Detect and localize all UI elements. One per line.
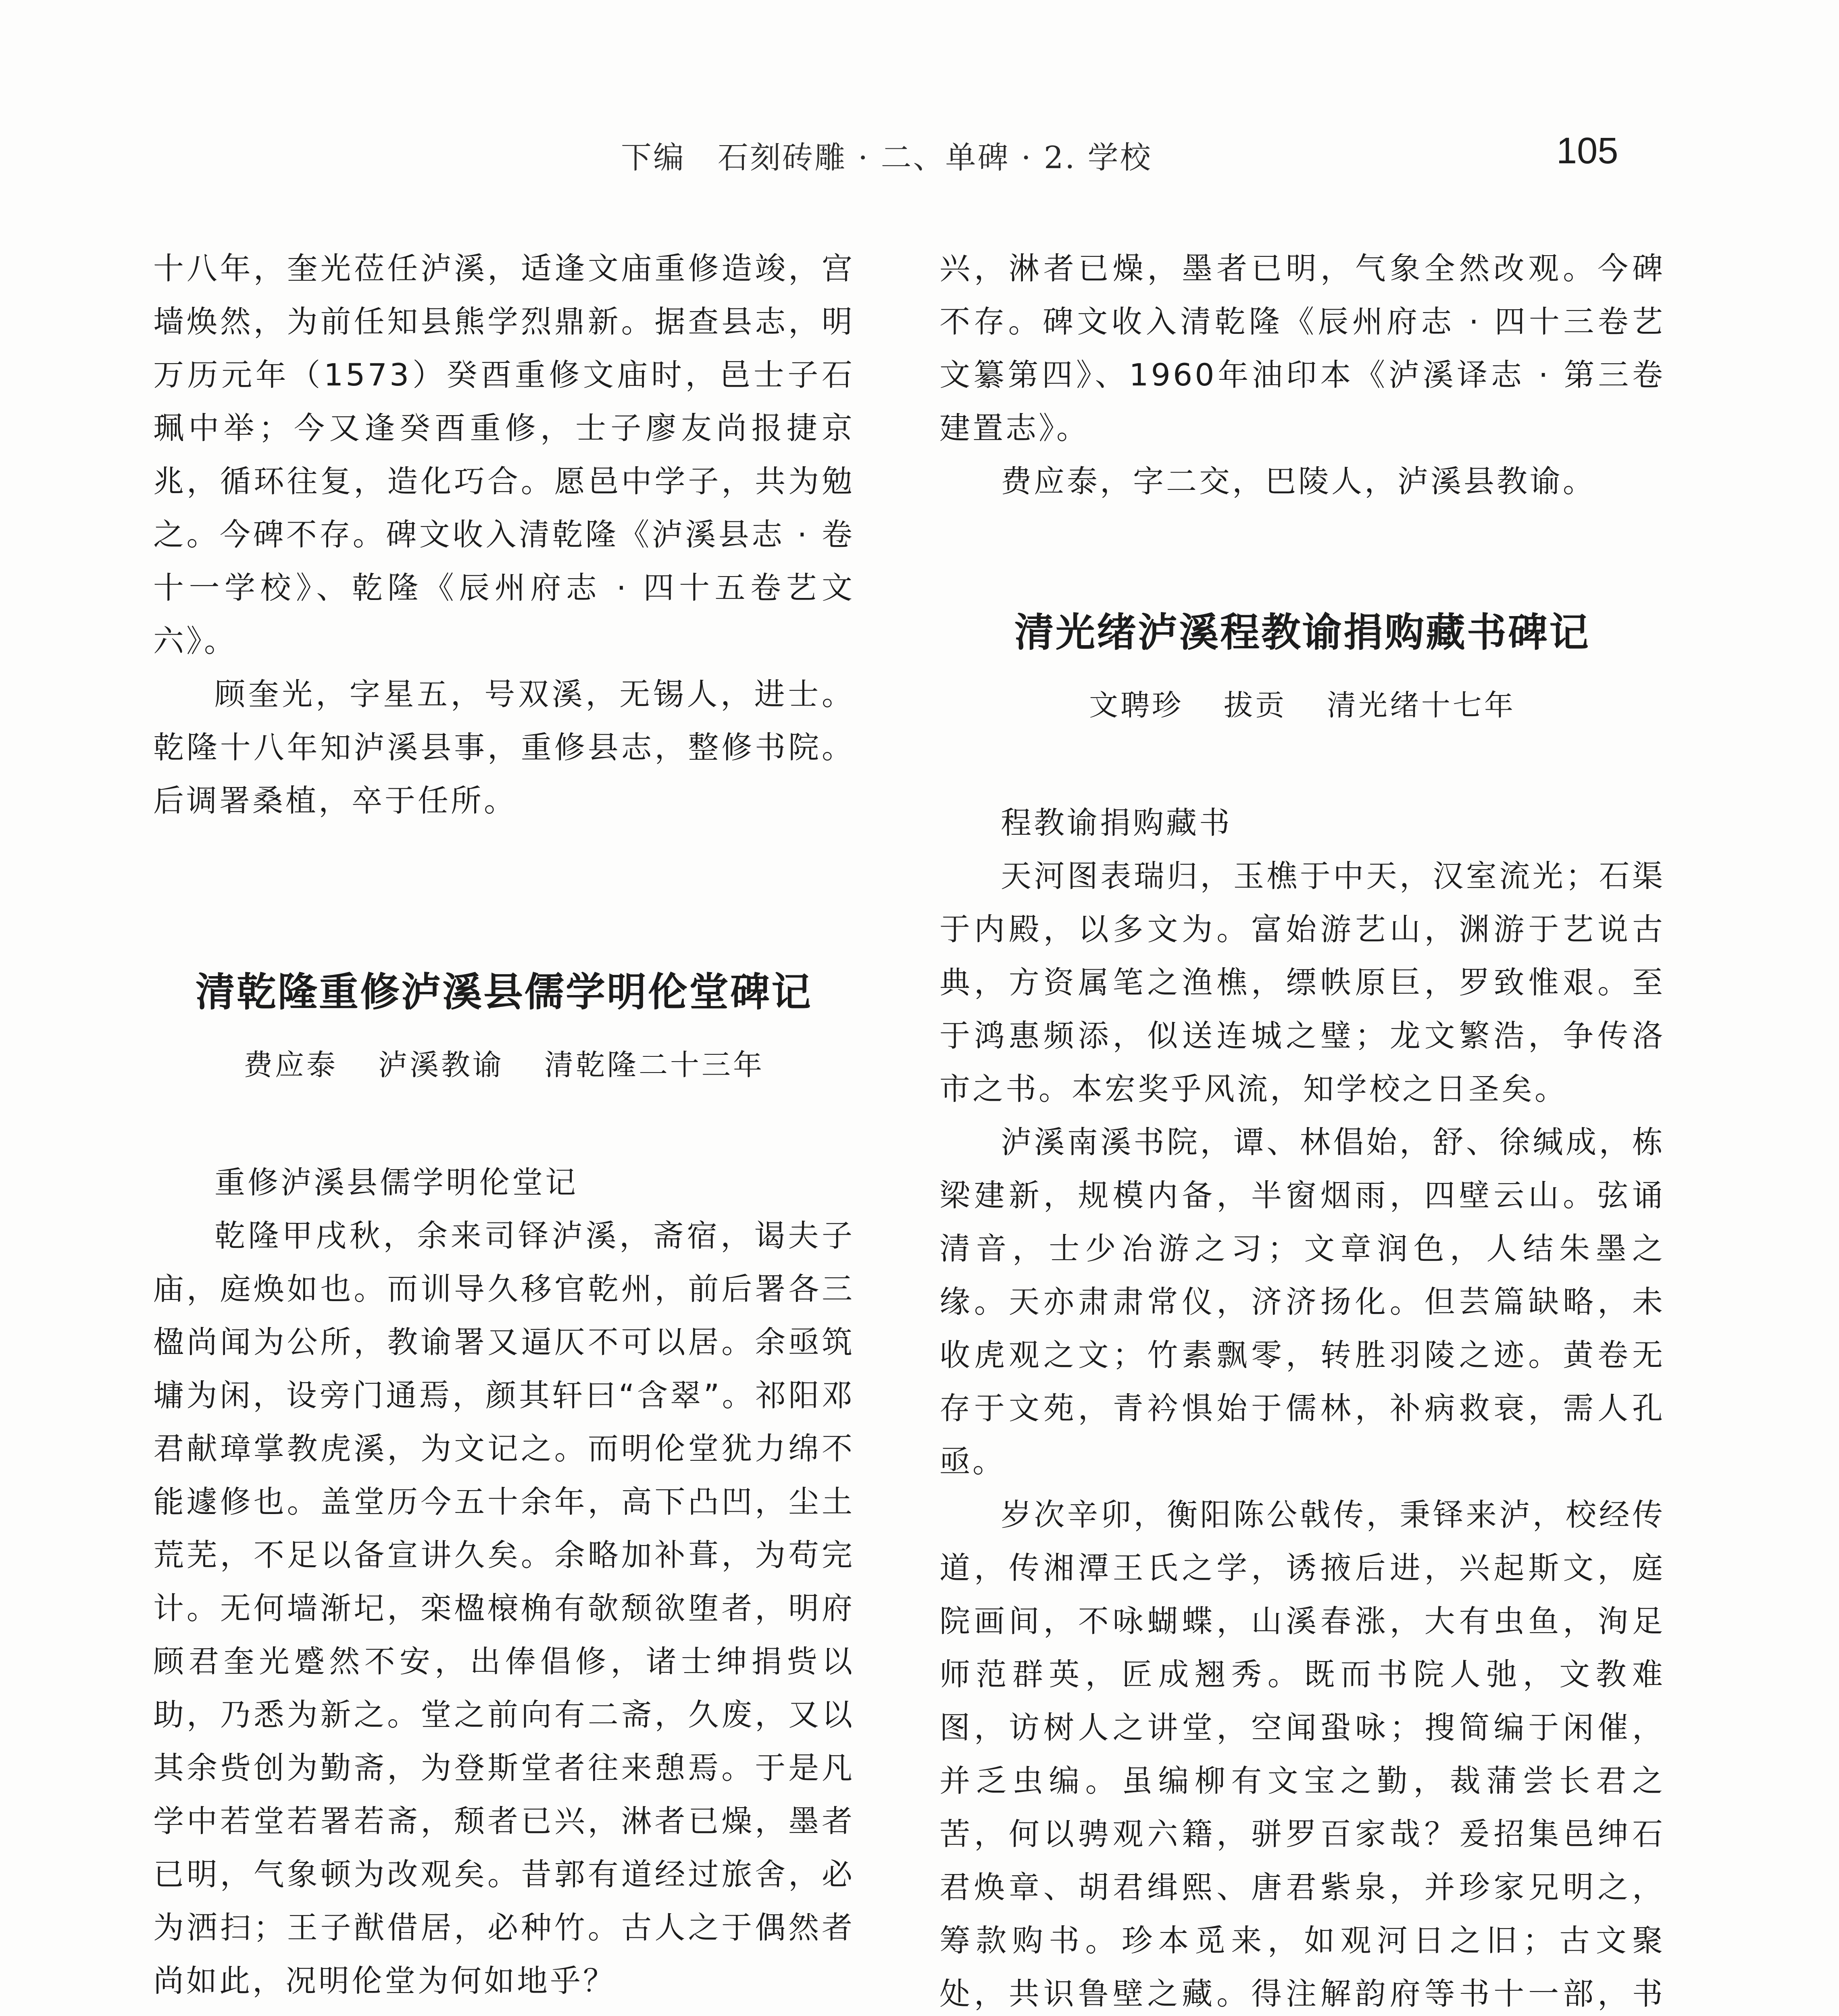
article-byline [153, 1041, 855, 1083]
article-paragraph-2: 泸溪南溪书院，谭、林倡始，舒、徐缄成，栋梁建新，规模内备，半窗烟雨，四壁云山。弦诵清音，士少冶游之习；文章润色，人结朱墨之缘。天亦肃肃常仪，济济扬化。但芸篇缺略，未收虎观之文；竹素飘零，转胜羽陵之迹。黄卷无存于文苑，青衿惧始于儒林，补病救衰，需人孔亟。 [939, 1124, 1665, 1479]
article-subtitle: 程教谕捐购藏书 [1001, 805, 1232, 841]
article-paragraph-3: 岁次辛卯，衡阳陈公戟传，秉铎来泸，校经传道，传湘潭王氏之学，诱掖后进，兴起斯文，庭院画间，不咏蝴蝶，山溪春涨，大有虫鱼，洵足师范群英，匠成翘秀。既而书院人弛，文教难图，访树人之讲堂，空闻蛩咏；搜简编于闲催，并乏虫编。虽编柳有文宝之勤，裁蒲尝长君之苦，何以骋观六籍，骈罗百家哉？爰招集邑绅石君焕章、胡君缉熙、唐君紫泉，并珍家兄明之，筹款购书。珍本觅来，如观河日之旧；古文聚处，共识鲁壁之藏。得注解韵府等书十一部，书 [939, 1497, 1665, 2012]
author: 文聘珍 [1089, 688, 1183, 722]
article-paragraph-2 [153, 2008, 855, 2016]
article-byline [939, 682, 1665, 724]
article-title: 清乾隆重修泸溪县儒学明伦堂碑记 [195, 969, 812, 1015]
article-subtitle: 重修泸溪县儒学明伦堂记 [215, 1164, 578, 1200]
continuation-paragraph-1: 兴，淋者已燥，墨者已明，气象全然改观。今碑不存。碑文收入清乾隆《辰州府志 · 四十三卷艺文纂第四》、1960年油印本《泸溪译志 · 第三卷建置志》。 [939, 250, 1665, 446]
article-date: 清乾隆二十三年 [544, 1048, 765, 1082]
article-date: 清光绪十七年 [1327, 688, 1516, 722]
left-column [153, 242, 855, 2016]
article-title: 清光绪泸溪程教谕捐购藏书碑记 [1014, 610, 1590, 656]
author-role: 拔贡 [1223, 688, 1287, 722]
article-paragraph-1: 乾隆甲戌秋，余来司铎泸溪，斋宿，谒夫子庙，庭焕如也。而训导久移官乾州，前后署各三楹尚闻为公所，教谕署又逼仄不可以居。余亟筑墉为闲，设旁门通焉，颜其轩曰“含翠”。祁阳邓君献璋掌教虎溪，为文记之。而明伦堂犹力绵不能遽修也。盖堂历今五十余年，高下凸凹，尘土荒芜，不足以备宣讲久矣。余略加补葺，为苟完计。无何墙渐圮，栾楹榱桷有欹颓欲堕者，明府顾君奎光蹙然不安，出俸倡修，诸士绅捐赀以助，乃悉为新之。堂之前向有二斋，久废，又以其余赀创为勤斋，为登斯堂者往来憩焉。于是凡学中若堂若署若斋，颓者已兴，淋者已燥，墨者已明，气象顿为改观矣。昔郭有道经过旅舍，必为洒扫；王子猷借居，必种竹。古人之于偶然者尚如此，况明伦堂为何如地乎？ [153, 1218, 855, 1999]
right-column [939, 242, 1665, 2016]
intro-paragraph-2: 顾奎光，字星五，号双溪，无锡人，进士。乾隆十八年知泸溪县事，重修县志，整修书院。后调署桑植，卒于任所。 [153, 676, 855, 818]
continuation-paragraph-2: 费应泰，字二交，巴陵人，泸溪县教谕。 [1001, 463, 1596, 499]
article-paragraph-1: 天河图表瑞归，玉樵于中天，汉室流光；石渠于内殿，以多文为。富始游艺山，渊游于艺说古典，方资属笔之渔樵，缥帙原巨，罗致惟艰。至于鸿惠频添，似送连城之璧；龙文繁浩，争传洛市之书。本宏奖乎风流，知学校之日圣矣。 [939, 858, 1665, 1107]
page-number: 105 [1556, 130, 1618, 171]
intro-paragraph-1: 十八年，奎光莅任泸溪，适逢文庙重修造竣，宫墙焕然，为前任知县熊学烈鼎新。据查县志，明万历元年（1573）癸酉重修文庙时，邑士子石珮中举；今又逢癸酉重修，士子廖友尚报捷京兆，循环往复，造化巧合。愿邑中学子，共为勉之。今碑不存。碑文收入清乾隆《泸溪县志 · 卷十一学校》、乾隆《辰州府志 · 四十五卷艺文六》。 [153, 250, 855, 659]
author: 费应泰 [243, 1048, 338, 1082]
running-header: 下编 石刻砖雕 · 二、单碑 · 2. 学校 [621, 140, 1152, 175]
author-role: 泸溪教谕 [378, 1048, 504, 1082]
